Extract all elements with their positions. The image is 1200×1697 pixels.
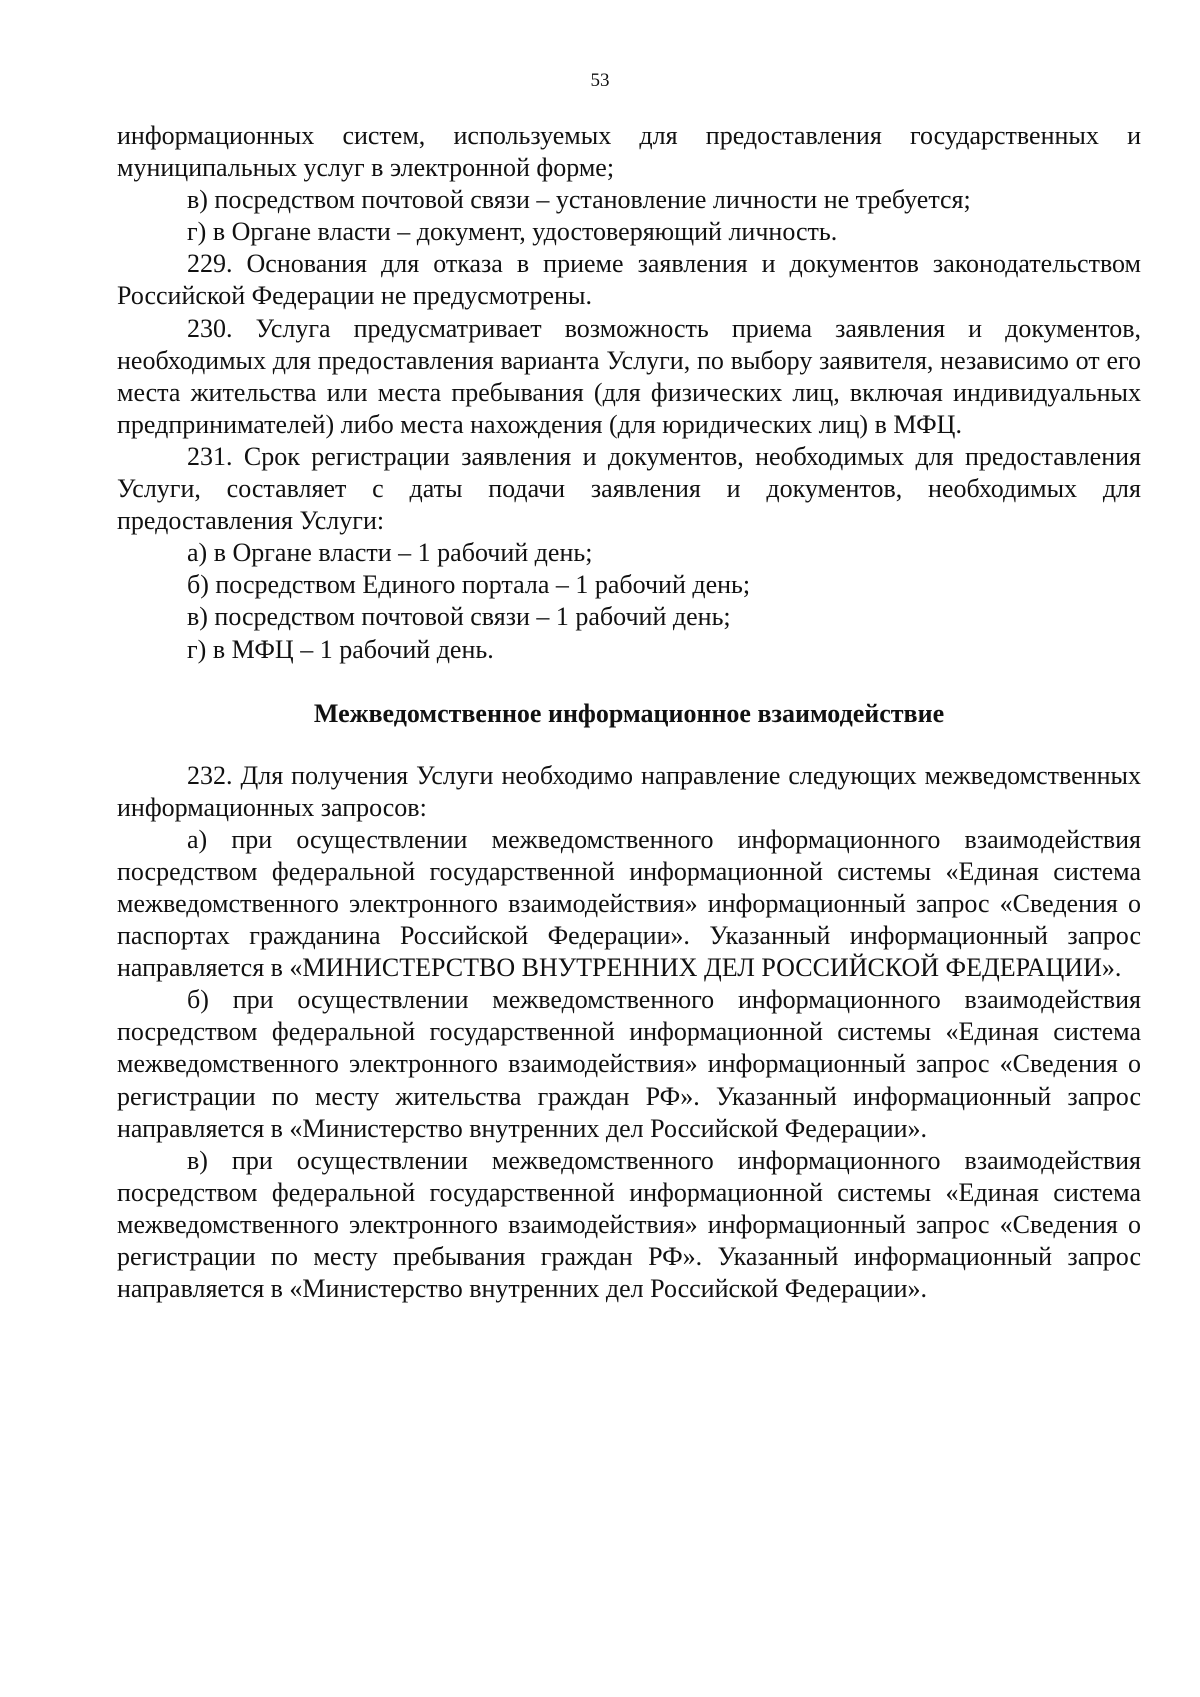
list-item-v-postal: в) посредством почтовой связи – установление личности не требуется; xyxy=(187,185,971,215)
paragraph-230: 230. Услуга предусматривает возможность приема заявления и документов, необходимых для предоставления варианта Услуги, по выбору заявителя, независимо от его места жительства или места пребывания (для физических лиц, включая индивидуальных предпринимателей) либо места нахождения (для юридических лиц) в МФЦ. xyxy=(117,313,1141,439)
paragraph-continuation: информационных систем, используемых для предоставления государственных и муниципальных услуг в электронной форме; xyxy=(117,121,1141,183)
list-item-g-deadline: г) в МФЦ – 1 рабочий день. xyxy=(187,634,494,664)
list-item-g-authority: г) в Органе власти – документ, удостоверяющий личность. xyxy=(187,217,838,247)
paragraph-229: 229. Основания для отказа в приеме заявления и документов законодательством Российской Федерации не предусмотрены. xyxy=(117,249,1141,311)
document-body xyxy=(117,120,1141,1305)
list-item-b-deadline: б) посредством Единого портала – 1 рабочий день; xyxy=(187,570,751,600)
paragraphs-bottom xyxy=(117,760,1141,1306)
list-item-a-deadline: а) в Органе власти – 1 рабочий день; xyxy=(187,538,593,568)
section-heading: Межведомственное информационное взаимодействие xyxy=(313,698,945,728)
request-item-a: а) при осуществлении межведомственного информационного взаимодействия посредством федеральной государственной информационной системы «Единая система межведомственного электронного взаимодействия» информационный запрос «Сведения о паспортах гражданина Российской Федерации». Указанный информационный запрос направляется в «МИНИСТЕРСТВО ВНУТРЕННИХ ДЕЛ РОССИЙСКОЙ ФЕДЕРАЦИИ». xyxy=(117,824,1141,983)
paragraphs-top xyxy=(117,120,1141,666)
request-item-b: б) при осуществлении межведомственного информационного взаимодействия посредством федеральной государственной информационной системы «Единая система межведомственного электронного взаимодействия» информационный запрос «Сведения о регистрации по месту жительства граждан РФ». Указанный информационный запрос направляется в «Министерство внутренних дел Российской Федерации». xyxy=(117,985,1141,1143)
paragraph-232: 232. Для получения Услуги необходимо направление следующих межведомственных информационных запросов: xyxy=(117,760,1141,822)
request-item-v: в) при осуществлении межведомственного информационного взаимодействия посредством федеральной государственной информационной системы «Единая система межведомственного электронного взаимодействия» информационный запрос «Сведения о регистрации по месту пребывания граждан РФ». Указанный информационный запрос направляется в «Министерство внутренних дел Российской Федерации». xyxy=(117,1145,1141,1304)
page-number: 53 xyxy=(590,70,610,91)
list-item-v-deadline: в) посредством почтовой связи – 1 рабочий день; xyxy=(187,602,731,632)
paragraph-231: 231. Срок регистрации заявления и документов, необходимых для предоставления Услуги, составляет с даты подачи заявления и документов, необходимых для предоставления Услуги: xyxy=(117,441,1141,536)
